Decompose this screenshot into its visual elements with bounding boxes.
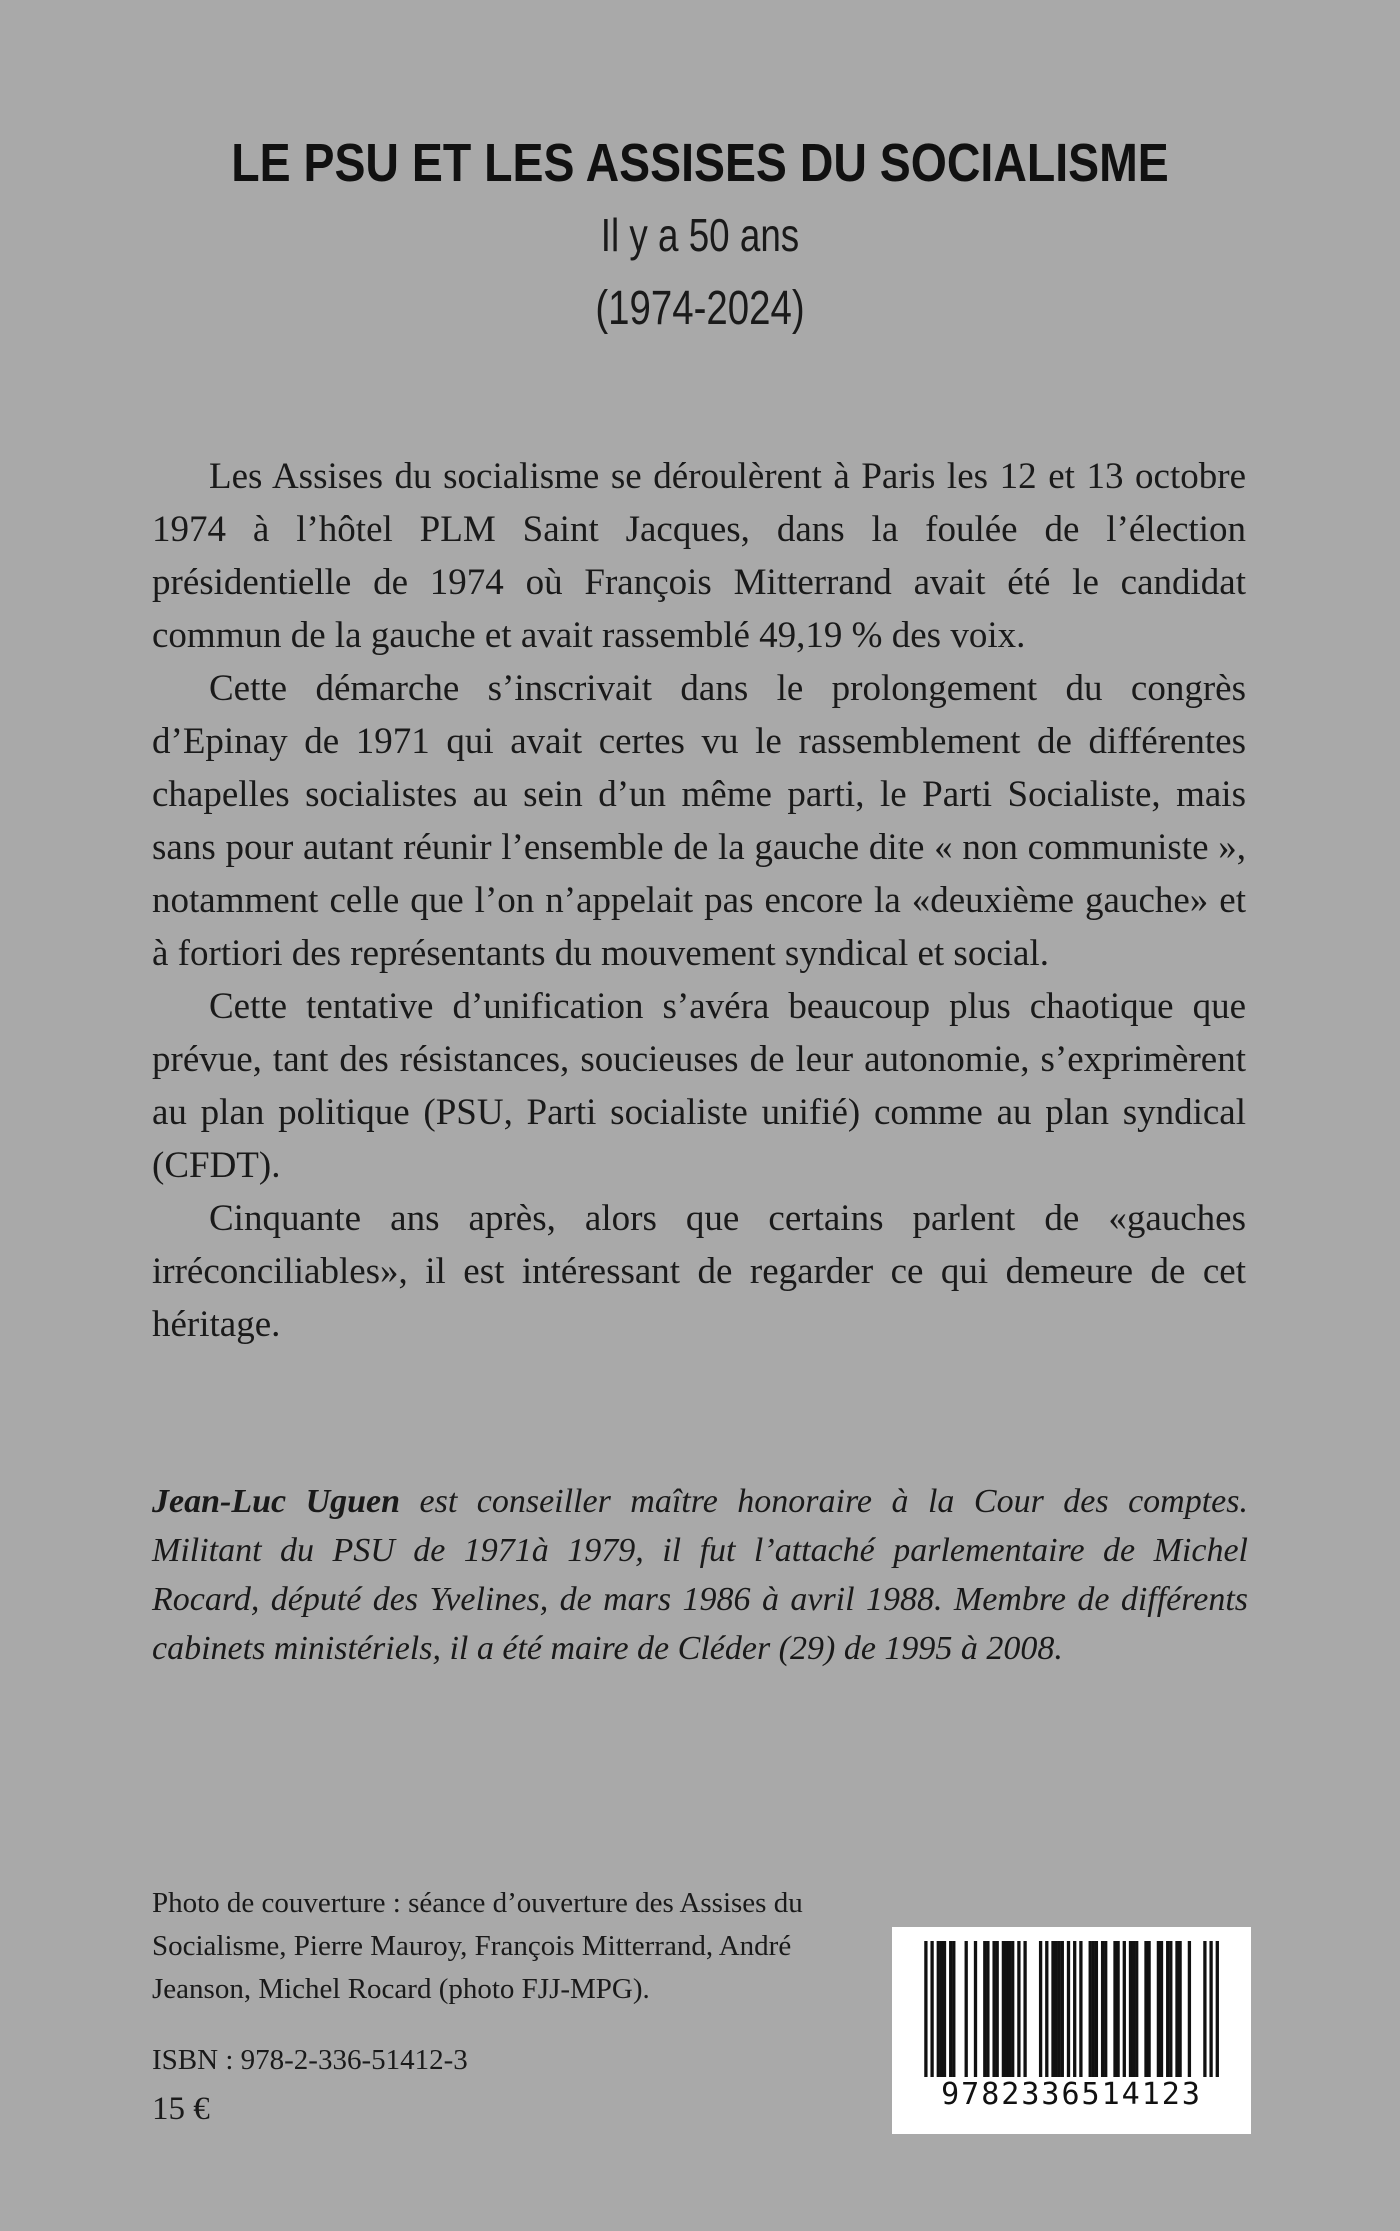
barcode-digits: 9782336514123 [941,2077,1202,2112]
blurb-paragraph: Cette démarche s’inscrivait dans le prolongement du congrès d’Epinay de 1971 qui avait certes vu le rassemblement de différentes chapelles socialistes au sein d’un même parti, le Parti Socialiste, mais sans pour autant réunir l’ensemble de la gauche dite « non communiste », notamment celle que l’on n’appelait pas encore la «deuxième gauche» et à fortiori des représentants du mouvement syndical et social. [152,668,1246,974]
photo-credit: Photo de couverture : séance d’ouverture des Assises du Socialisme, Pierre Mauroy, François Mitterrand, André Jeanson, Michel Rocard (photo FJJ-MPG). [152,1887,803,2005]
barcode-bar [1054,1941,1057,2077]
barcode-bar [1095,1941,1098,2077]
barcode-bar [1039,1941,1042,2077]
barcode-bar [1178,1941,1181,2077]
blurb-paragraph: Cinquante ans après, alors que certains parlent de «gauches irréconciliables», il est intéressant de regarder ce qui demeure de cet héritage. [152,1198,1246,1345]
barcode-bar [1113,1941,1116,2077]
barcode-bar [965,1941,968,2077]
barcode-bar [1058,1941,1061,2077]
barcode-bar [974,1941,977,2077]
barcode-bar [1051,1941,1054,2077]
barcode-bar [1089,1941,1092,2077]
barcode-bar [1203,1941,1206,2077]
barcode-bar [983,1941,986,2077]
barcode-bar [1116,1941,1119,2077]
barcode-bar [1073,1941,1076,2077]
barcode-bar [1005,1941,1008,2077]
book-title: LE PSU ET LES ASSISES DU SOCIALISME [231,133,1169,193]
barcode-bar [1209,1941,1212,2077]
barcode-bar [1129,1941,1132,2077]
barcode-bar [986,1941,989,2077]
barcode-bar [1017,1941,1020,2077]
barcode-bar [1147,1941,1150,2077]
barcode-bar [1166,1941,1169,2077]
barcode-bars [892,1927,1251,2077]
barcode-bar [1160,1941,1163,2077]
author-name: Jean-Luc Uguen [152,1483,401,1520]
barcode-bar [1002,1941,1005,2077]
author-bio [152,1477,1248,1673]
isbn: ISBN : 978-2-336-51412-3 [152,2044,468,2076]
book-subtitle: Il y a 50 ans [600,209,800,261]
barcode-bar [996,1941,999,2077]
barcode-bar [1092,1941,1095,2077]
barcode-bar [1169,1941,1172,2077]
barcode-bar [1157,1941,1160,2077]
barcode-bar [1144,1941,1147,2077]
barcode-bar [940,1941,943,2077]
barcode-bar [1101,1941,1104,2077]
barcode-bar [930,1941,933,2077]
barcode-bar [992,1941,995,2077]
barcode-bar [1135,1941,1138,2077]
barcode-bar [1123,1941,1126,2077]
price: 15 € [152,2091,210,2127]
barcode-bar [1023,1941,1026,2077]
blurb-paragraph: Les Assises du socialisme se déroulèrent à Paris les 12 et 13 octobre 1974 à l’hôtel PLM Saint Jacques, dans la foulée de l’élection présidentielle de 1974 où François Mitterrand avait été le candidat commun de la gauche et avait rassemblé 49,19 % des voix. [152,456,1246,656]
title-block [0,128,1400,344]
barcode-bar [1188,1941,1191,2077]
barcode-bar [937,1941,940,2077]
barcode-bar [1079,1941,1082,2077]
barcode-bar [943,1941,946,2077]
book-years: (1974-2024) [595,282,805,335]
barcode-bar [1008,1941,1011,2077]
barcode-bar [952,1941,955,2077]
barcode [892,1927,1251,2134]
barcode-bar [1175,1941,1178,2077]
barcode-bar [1067,1941,1070,2077]
barcode-bar [1104,1941,1107,2077]
barcode-bar [1011,1941,1014,2077]
barcode-bar [1132,1941,1135,2077]
blurb-paragraph: Cette tentative d’unification s’avéra beaucoup plus chaotique que prévue, tant des résistances, soucieuses de leur autonomie, s’exprimèrent au plan politique (PSU, Parti socialiste unifié) comme au plan syndical (CFDT). [152,986,1246,1186]
barcode-bar [1061,1941,1064,2077]
blurb [152,450,1246,1351]
barcode-bar [924,1941,927,2077]
author-bio-text: est conseiller maître honoraire à la Cour des comptes. Militant du PSU de 1971à 1979, il fut l’attaché parlementaire de Michel Rocard, député des Yvelines, de mars 1986 à avril 1988. Membre de différents cabinets ministériels, il a été maire de Cléder (29) de 1995 à 2008. [152,1483,1248,1667]
barcode-bar [1045,1941,1048,2077]
barcode-bar [949,1941,952,2077]
barcode-bar [1216,1941,1219,2077]
